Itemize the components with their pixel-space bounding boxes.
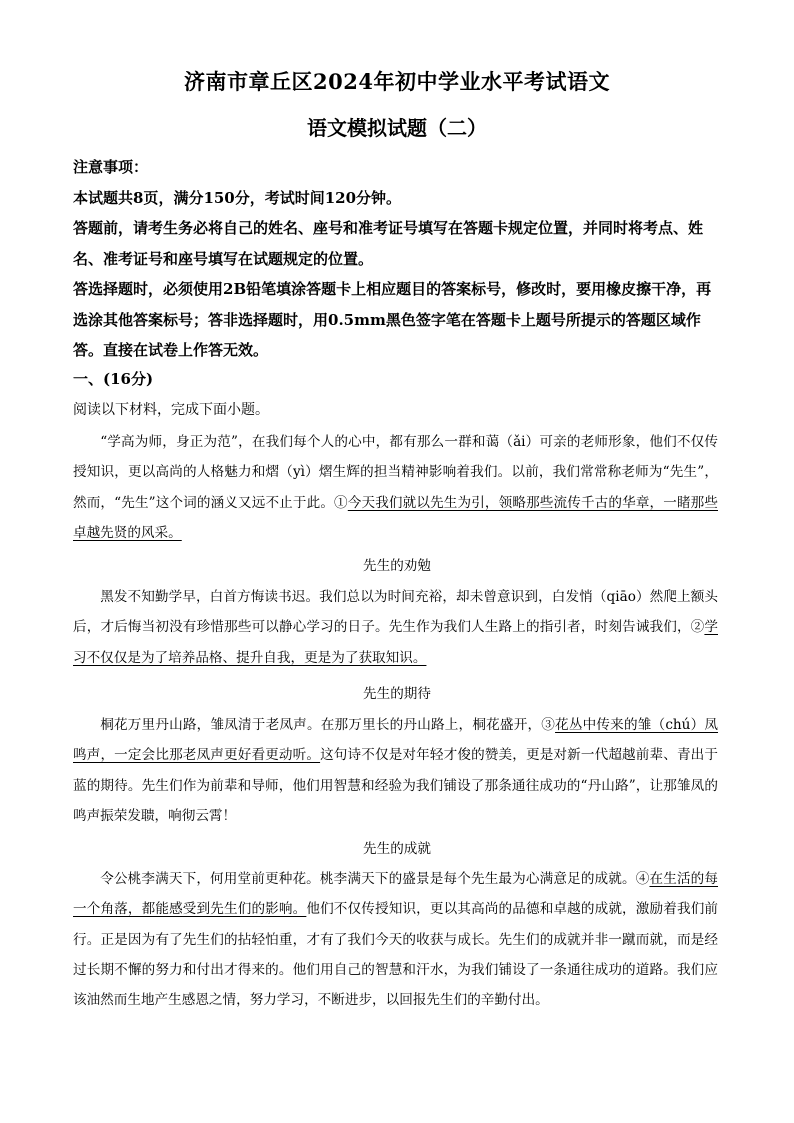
- underlined-sentence-2: 学习不仅仅是为了培养品格、提升自我，更是为了获取知识。: [73, 619, 718, 666]
- section-instruction: 阅读以下材料，完成下面小题。: [73, 401, 269, 417]
- paragraph-text: 令公桃李满天下，何用堂前更种花。桃李满天下的盛景是每个先生最为心满意足的成就。④: [100, 871, 650, 887]
- subheading-expectation: 先生的期待: [363, 686, 431, 702]
- intro-paragraph: [73, 427, 718, 548]
- intro-text: “学高为师，身正为范”，在我们每个人的心中，都有那么一群和蔼（ǎi）可亲的老师形象，他们不仅传授知识，更以高尚的人格魅力和熠（yì）熠生辉的担当精神影响着我们。以前，我们常常称老师为“先生”，然而，“先生”这个词的涵义又远不止于此。①: [73, 434, 718, 511]
- notes-heading: 注意事项：: [73, 158, 149, 176]
- paragraph-achievement: [73, 864, 718, 1015]
- paragraph-text: 这句诗不仅是对年轻才俊的赞美，更是对新一代超越前辈、青出于蓝的期待。先生们作为前辈和导师，他们用智慧和经验为我们铺设了那条通往成功的“丹山路”，让那雏凤的鸣声振荣发聩，响彻云霄！: [73, 747, 719, 824]
- underlined-sentence-3: 花丛中传来的雏（chú）凤鸣声，一定会比那老凤声更好看更动听。: [73, 717, 719, 764]
- notes-line-1: 本试题共8页，满分150分，考试时间120分钟。: [73, 188, 402, 207]
- paragraph-text: 桐花万里丹山路，雏凤清于老凤声。在那万里长的丹山路上，桐花盛开，③: [100, 717, 556, 733]
- paragraph-expectation: [73, 710, 718, 831]
- paragraph-text: 黑发不知勤学早，白首方悔读书迟。我们总以为时间充裕，却未曾意识到，白发悄（qiāo）然爬上额头后，才后悔当初没有珍惜那些可以静心学习的日子。先生作为我们人生路上的指引者，时刻告诫我们，②: [73, 589, 718, 636]
- paragraph-encouragement: [73, 582, 718, 673]
- notes-line-3: 答选择题时，必须使用2B铅笔填涂答题卡上相应题目的答案标号，修改时，要用橡皮擦干净，再选涂其他答案标号；答非选择题时，用0.5mm黑色签字笔在答题卡上题号所提示的答题区域作答。直接在试卷上作答无效。: [73, 280, 712, 359]
- notes-block: [73, 152, 723, 366]
- exam-subtitle: 语文模拟试题（二）: [307, 116, 487, 140]
- underlined-sentence-1: 今天我们就以先生为引，领略那些流传千古的华章，一睹那些卓越先贤的风采。: [73, 494, 718, 541]
- underlined-sentence-4: 在生活的每一个角落，都能感受到先生们的影响。: [73, 871, 719, 918]
- exam-title: 济南市章丘区2024年初中学业水平考试语文: [184, 69, 610, 94]
- notes-line-2: 答题前，请考生务必将自己的姓名、座号和准考证号填写在答题卡规定位置，并同时将考点、姓名、准考证号和座号填写在试题规定的位置。: [73, 219, 704, 268]
- subheading-encouragement: 先生的劝勉: [363, 558, 431, 574]
- paragraph-text: 他们不仅传授知识，更以其高尚的品德和卓越的成就，激励着我们前行。正是因为有了先生们的拈轻怕重，才有了我们今天的收获与成长。先生们的成就并非一蹴而就，而是经过长期不懈的努力和付出才得来的。他们用自己的智慧和汗水，为我们铺设了一条通往成功的道路。我们应该油然而生地产生感恩之情，努力学习，不断进步，以回报先生们的辛勤付出。: [73, 901, 719, 1009]
- subheading-achievement: 先生的成就: [363, 841, 431, 857]
- section-heading: 一、(16分): [73, 370, 154, 388]
